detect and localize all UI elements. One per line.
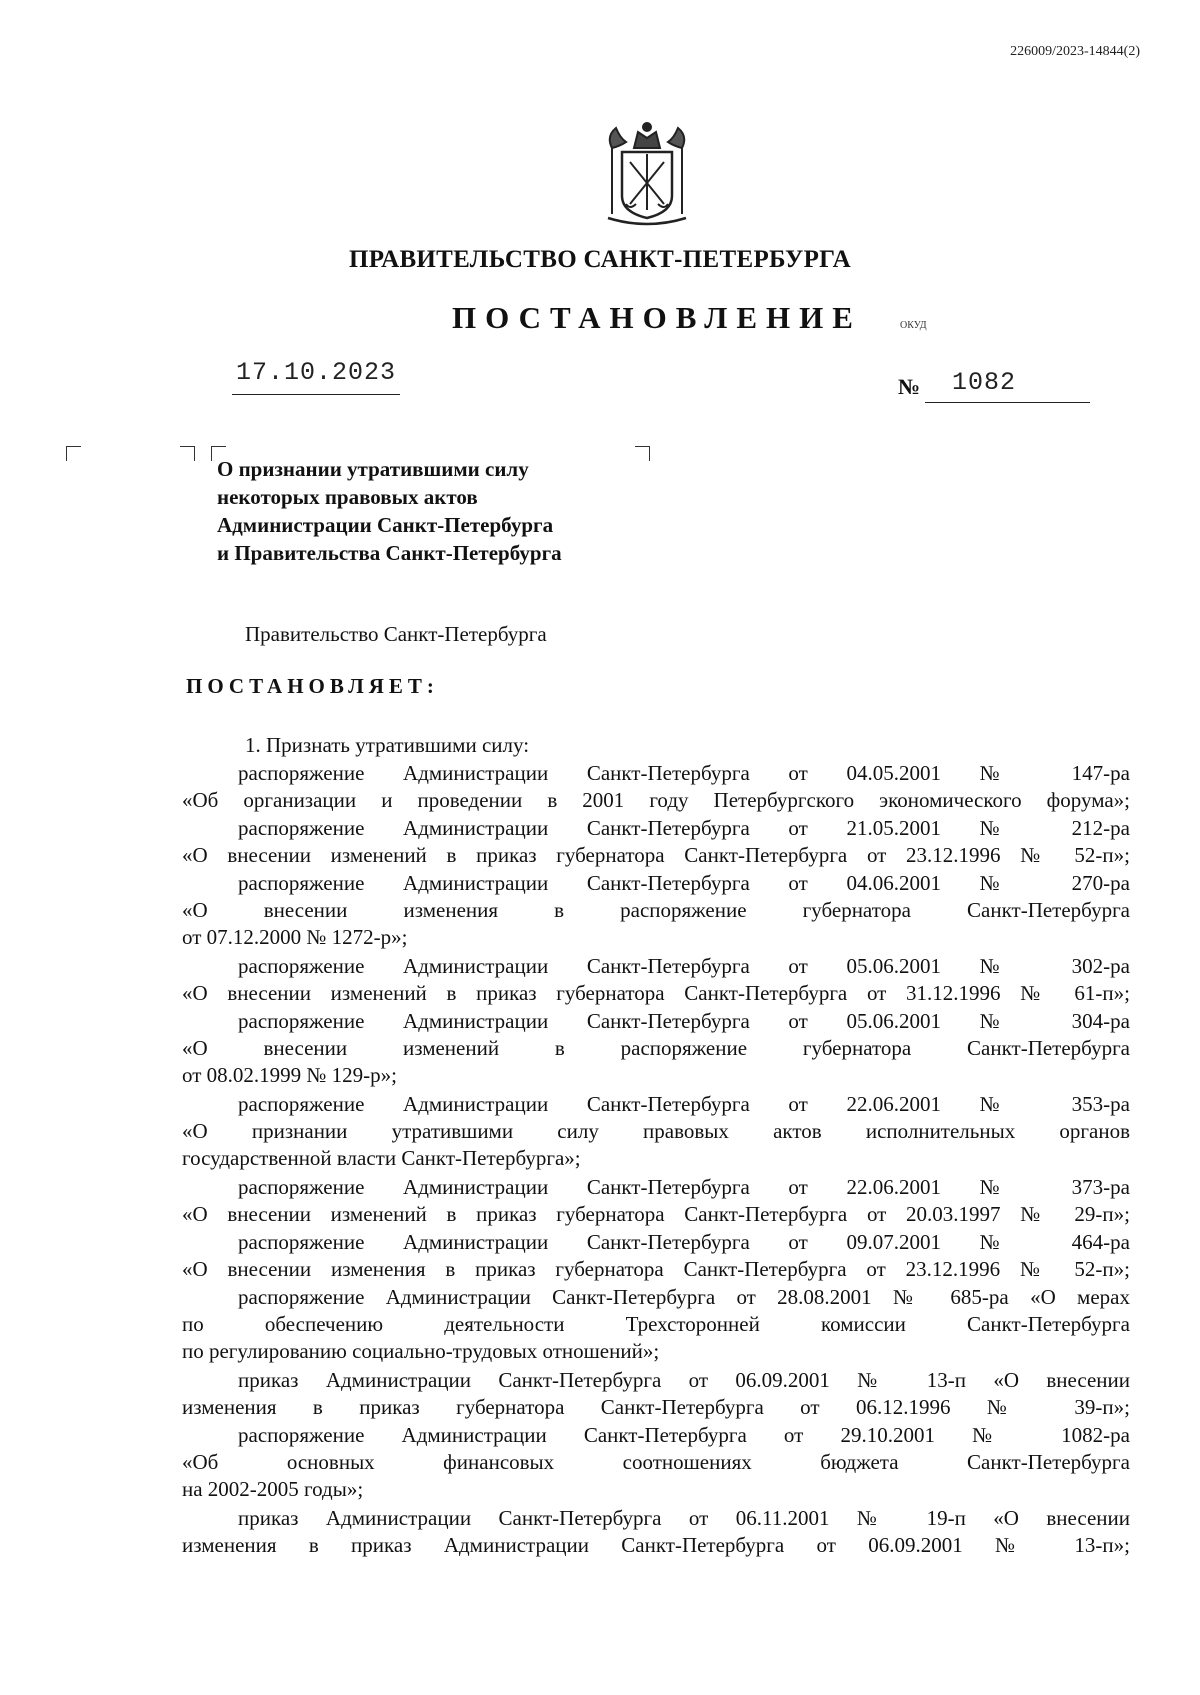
repealed-act-item bbox=[182, 870, 1130, 951]
repealed-act-item bbox=[182, 1174, 1130, 1228]
act-text-line: «О внесении изменения в распоряжение губернатора Санкт-Петербурга bbox=[182, 898, 1130, 923]
repealed-act-item bbox=[182, 1505, 1130, 1559]
subject-line: Администрации Санкт-Петербурга bbox=[217, 513, 554, 537]
government-title: ПРАВИТЕЛЬСТВО САНКТ-ПЕТЕРБУРГА bbox=[348, 246, 852, 273]
act-text-line: «Об организации и проведении в 2001 году Петербургского экономического форума»; bbox=[182, 788, 1130, 812]
act-text-line: приказ Администрации Санкт-Петербурга от 06.11.2001 № 19-п «О внесении bbox=[238, 1506, 1130, 1531]
act-text-line: распоряжение Администрации Санкт-Петербурга от 22.06.2001 № 373-ра bbox=[238, 1175, 1130, 1199]
subject-line: некоторых правовых актов bbox=[217, 485, 478, 509]
act-text-line: изменения в приказ губернатора Санкт-Петербурга от 06.12.1996 № 39-п»; bbox=[182, 1395, 1130, 1420]
act-text-line: «О внесении изменений в распоряжение губернатора Санкт-Петербурга bbox=[182, 1036, 1130, 1061]
act-text-line: распоряжение Администрации Санкт-Петербурга от 22.06.2001 № 353-ра bbox=[238, 1092, 1130, 1117]
document-date: 17.10.2023 bbox=[236, 358, 397, 387]
decree-word: ПОСТАНОВЛЯЕТ: bbox=[186, 674, 439, 698]
subject-line: О признании утратившими силу bbox=[217, 457, 529, 481]
repealed-act-item bbox=[182, 1422, 1130, 1503]
act-text-line: по регулированию социально-трудовых отношений»; bbox=[182, 1339, 660, 1364]
act-text-line: распоряжение Администрации Санкт-Петербурга от 21.05.2001 № 212-ра bbox=[238, 816, 1130, 841]
item-1-intro: 1. Признать утратившими силу: bbox=[245, 733, 530, 757]
act-text-line: по обеспечению деятельности Трехсторонней комиссии Санкт-Петербурга bbox=[182, 1312, 1130, 1337]
act-text-line: распоряжение Администрации Санкт-Петербурга от 05.06.2001 № 304-ра bbox=[238, 1009, 1130, 1034]
act-text-line: распоряжение Администрации Санкт-Петербурга от 04.06.2001 № 270-ра bbox=[238, 871, 1130, 896]
act-text-line: государственной власти Санкт-Петербурга»; bbox=[182, 1146, 581, 1171]
act-text-line: «О признании утратившими силу правовых актов исполнительных органов bbox=[182, 1119, 1130, 1144]
act-text-line: изменения в приказ Администрации Санкт-Петербурга от 06.09.2001 № 13-п»; bbox=[182, 1533, 1130, 1558]
document-number: 1082 bbox=[952, 368, 1017, 397]
repealed-act-item bbox=[182, 1008, 1130, 1089]
act-text-line: «О внесении изменений в приказ губернатора Санкт-Петербурга от 20.03.1997 № 29-п»; bbox=[182, 1202, 1130, 1226]
repealed-act-item bbox=[182, 760, 1130, 814]
act-text-line: «Об основных финансовых соотношениях бюджета Санкт-Петербурга bbox=[182, 1450, 1130, 1475]
act-text-line: распоряжение Администрации Санкт-Петербурга от 09.07.2001 № 464-ра bbox=[238, 1230, 1130, 1255]
repealed-act-item bbox=[182, 1229, 1130, 1283]
st-petersburg-coat-of-arms bbox=[598, 118, 696, 228]
date-underline bbox=[232, 394, 400, 395]
subject-line: и Правительства Санкт-Петербурга bbox=[217, 541, 562, 565]
document-type-title: ПОСТАНОВЛЕНИЕ bbox=[452, 300, 862, 335]
act-text-line: на 2002-2005 годы»; bbox=[182, 1477, 364, 1502]
document-subject bbox=[217, 455, 562, 567]
act-text-line: «О внесении изменений в приказ губернатора Санкт-Петербурга от 23.12.1996 № 52-п»; bbox=[182, 843, 1130, 868]
act-text-line: приказ Администрации Санкт-Петербурга от 06.09.2001 № 13-п «О внесении bbox=[238, 1368, 1130, 1393]
act-text-line: «О внесении изменения в приказ губернатора Санкт-Петербурга от 23.12.1996 № 52-п»; bbox=[182, 1257, 1130, 1282]
corner-mark-subject-1 bbox=[180, 446, 195, 461]
okud-label: ОКУД bbox=[900, 320, 927, 331]
act-text-line: «О внесении изменений в приказ губернатора Санкт-Петербурга от 31.12.1996 № 61-п»; bbox=[182, 981, 1130, 1006]
repealed-act-item bbox=[182, 1367, 1130, 1421]
repealed-act-item bbox=[182, 1091, 1130, 1172]
act-text-line: распоряжение Администрации Санкт-Петербурга от 05.06.2001 № 302-ра bbox=[238, 954, 1130, 979]
act-text-line: распоряжение Администрации Санкт-Петербурга от 28.08.2001 № 685-ра «О мерах bbox=[238, 1285, 1130, 1310]
corner-mark-left bbox=[66, 446, 81, 461]
corner-mark-right bbox=[635, 446, 650, 461]
act-text-line: от 08.02.1999 № 129-р»; bbox=[182, 1063, 398, 1088]
act-text-line: распоряжение Администрации Санкт-Петербурга от 29.10.2001 № 1082-ра bbox=[238, 1423, 1130, 1448]
number-sign: № bbox=[898, 374, 921, 399]
number-underline bbox=[925, 402, 1090, 403]
repealed-act-item bbox=[182, 953, 1130, 1007]
preamble: Правительство Санкт-Петербурга bbox=[245, 622, 547, 646]
repealed-act-item bbox=[182, 1284, 1130, 1365]
act-text-line: от 07.12.2000 № 1272-р»; bbox=[182, 925, 408, 950]
registration-number: 226009/2023-14844(2) bbox=[1010, 44, 1140, 59]
act-text-line: распоряжение Администрации Санкт-Петербурга от 04.05.2001 № 147-ра bbox=[238, 761, 1130, 785]
repealed-act-item bbox=[182, 815, 1130, 869]
